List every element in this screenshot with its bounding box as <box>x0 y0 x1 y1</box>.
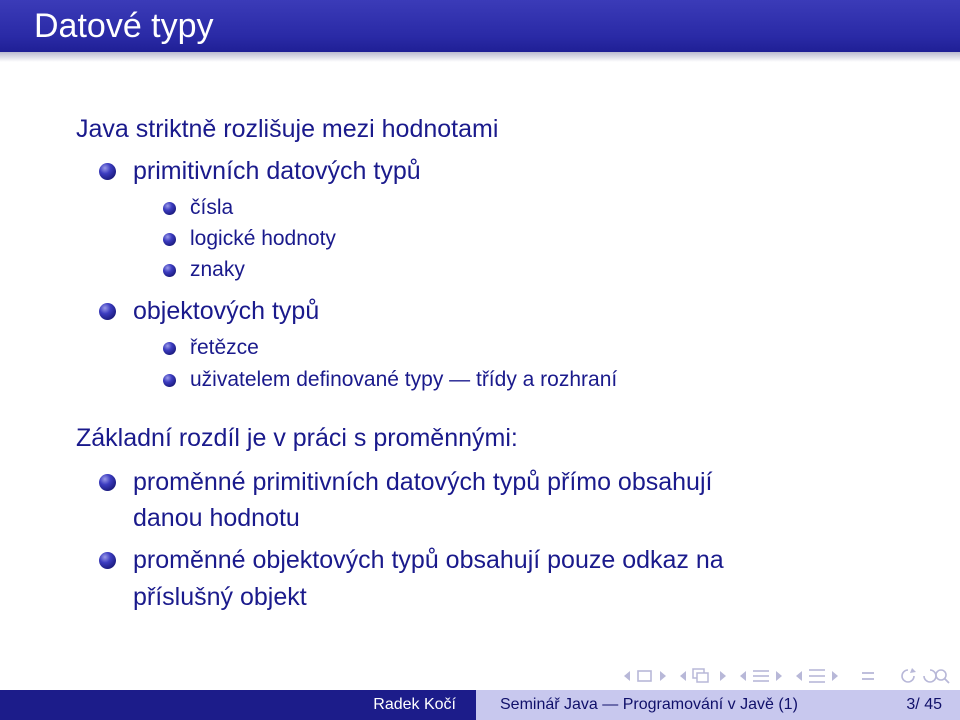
nav-slide-icon[interactable] <box>622 666 670 686</box>
title-shadow <box>0 52 960 62</box>
sub-bullet-icon <box>163 202 176 215</box>
paragraph-text: Java striktně rozlišuje mezi hodnotami <box>76 115 499 143</box>
bullet-icon <box>99 474 116 491</box>
nav-align-group[interactable] <box>860 666 876 686</box>
nav-section-group[interactable] <box>794 666 842 686</box>
list-item: proměnné primitivních datových typů přímo obsahují <box>133 468 713 496</box>
sub-list-item: znaky <box>190 258 245 281</box>
paragraph-text: Základní rozdíl je v práci s proměnnými: <box>76 424 518 452</box>
list-item: danou hodnotu <box>133 504 300 532</box>
nav-frame-group[interactable] <box>678 666 730 686</box>
sub-list-item: čísla <box>190 196 234 219</box>
list-item: proměnné objektových typů obsahují pouze odkaz na <box>133 546 724 574</box>
footer-author: Radek Kočí <box>0 690 476 720</box>
list-item: příslušný objekt <box>133 583 307 611</box>
footer-right <box>476 690 960 720</box>
nav-slide-group[interactable] <box>622 666 670 686</box>
slide-title: Datové typy <box>34 7 214 45</box>
bullet-icon <box>99 552 116 569</box>
sub-bullet-icon <box>163 342 176 355</box>
sub-list-item: řetězce <box>190 336 259 359</box>
sub-list-item: logické hodnoty <box>190 227 336 250</box>
nav-subsection-group[interactable] <box>738 666 786 686</box>
list-item: objektových typů <box>133 297 320 325</box>
sub-bullet-icon <box>163 374 176 387</box>
sub-bullet-icon <box>163 264 176 277</box>
footer-page-number: 3/ 45 <box>906 696 942 713</box>
sub-list-item: uživatelem definované typy — třídy a rozhraní <box>190 368 618 391</box>
nav-search-icon[interactable] <box>898 666 952 686</box>
sub-bullet-icon <box>163 233 176 246</box>
bullet-icon <box>99 163 116 180</box>
nav-frame-icon[interactable] <box>678 666 730 686</box>
nav-subsection-icon[interactable] <box>738 666 786 686</box>
nav-section-icon[interactable] <box>794 666 842 686</box>
footer-bar <box>0 690 960 720</box>
nav-search-group[interactable] <box>898 666 952 686</box>
nav-align-icon[interactable] <box>860 666 876 686</box>
footer-talk-title: Seminář Java — Programování v Javě (1) <box>500 696 798 713</box>
list-item: primitivních datových typů <box>133 157 421 185</box>
bullet-icon <box>99 303 116 320</box>
